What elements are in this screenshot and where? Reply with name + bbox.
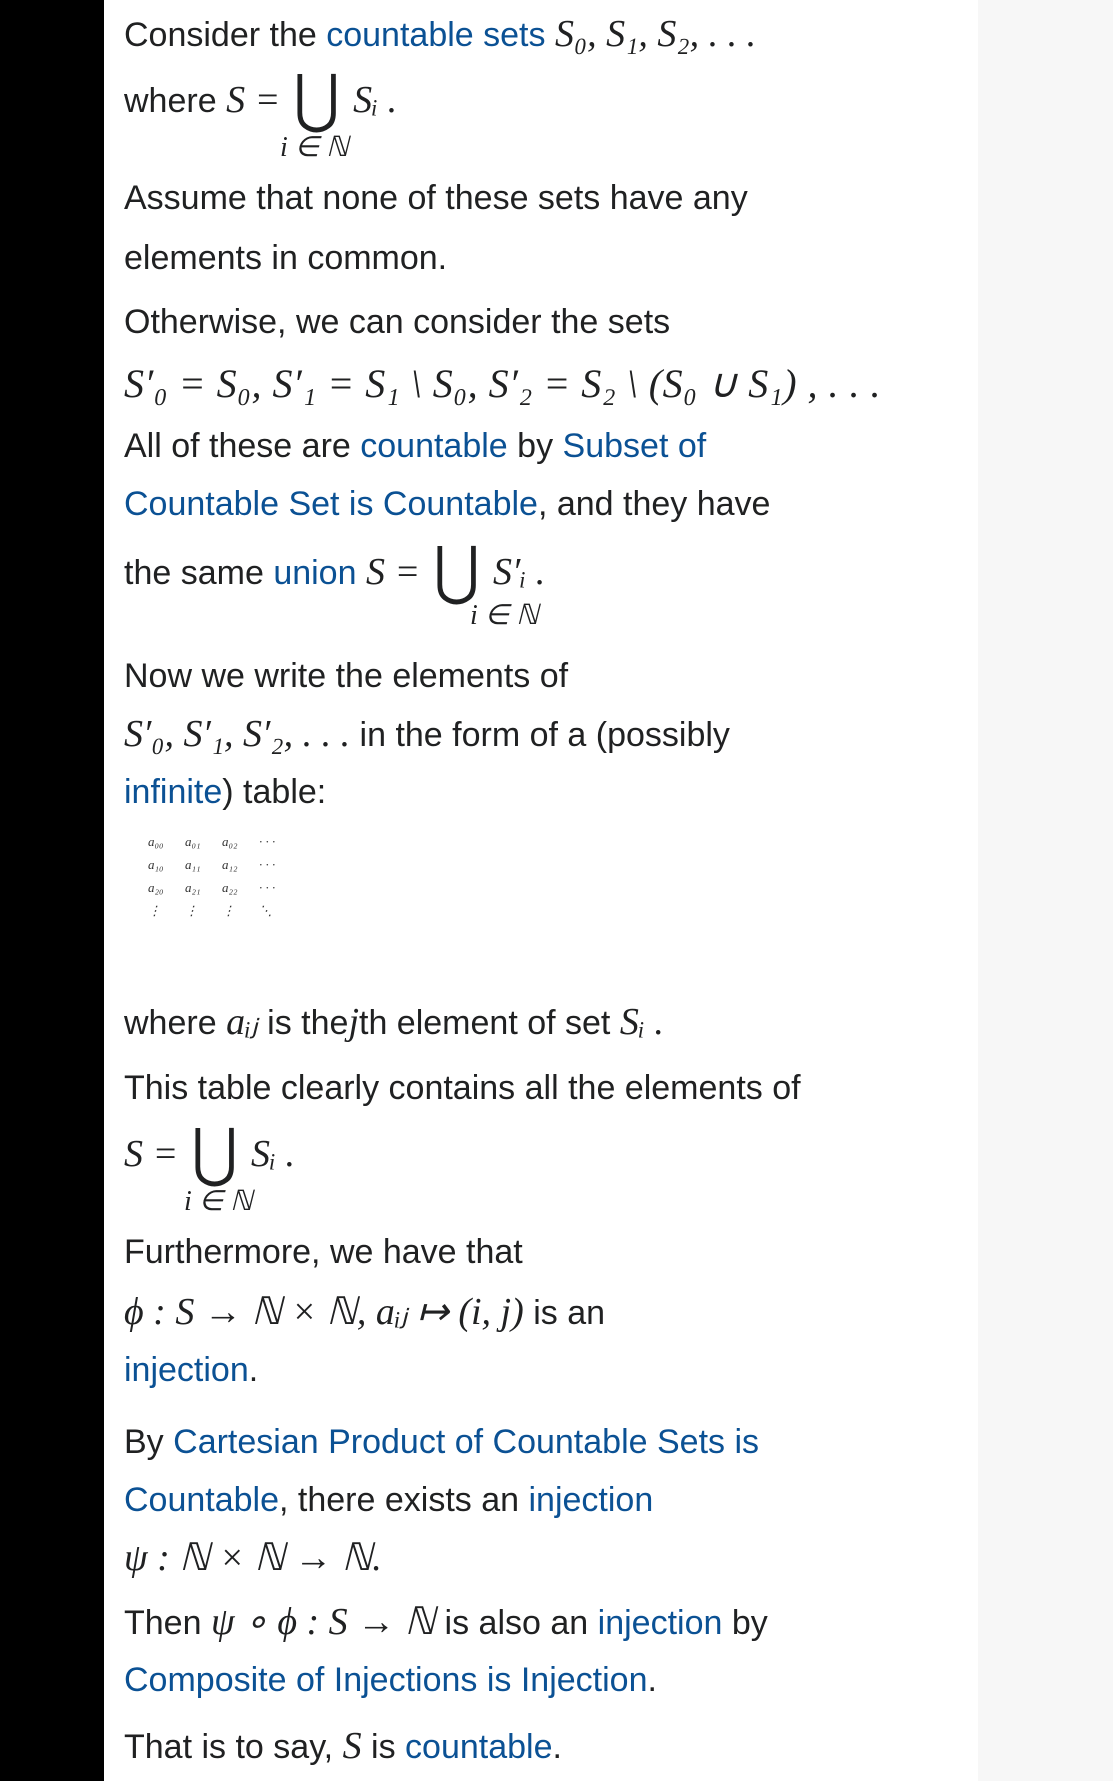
article-page: [104, 0, 1010, 1781]
table-row: a₀₀ a₀₁ a₀₂ · · ·: [148, 834, 276, 849]
link-cartesian-product[interactable]: Cartesian Product of Countable Sets is: [173, 1423, 760, 1461]
big-union-symbol: ⋃: [293, 62, 340, 137]
para-injection: injection.: [124, 1351, 259, 1389]
link-injection[interactable]: injection: [597, 1604, 723, 1642]
math-psi: ψ : ℕ × ℕ → ℕ.: [124, 1537, 382, 1579]
para-where-aij: where aᵢⱼ is thejth element of set Sᵢ .: [124, 1001, 664, 1043]
link-union[interactable]: union: [273, 554, 357, 592]
link-infinite[interactable]: infinite: [124, 773, 223, 811]
table-row: a₁₀ a₁₁ a₁₂ · · ·: [148, 857, 276, 872]
link-countable[interactable]: countable: [405, 1728, 553, 1766]
link-countable-sets[interactable]: countable sets: [326, 16, 546, 54]
para-conclusion: That is to say, S is countable.: [124, 1725, 562, 1767]
math-sets: S₀, S₁, S₂, . . .: [554, 13, 757, 55]
link-subset-of[interactable]: Subset of: [562, 427, 707, 465]
link-injection[interactable]: injection: [124, 1351, 249, 1389]
element-table: [148, 830, 296, 922]
link-cartesian-countable[interactable]: Countable: [124, 1481, 280, 1519]
para-consider: Consider the countable sets S₀, S₁, S₂, . . .: [124, 13, 757, 55]
para-subset-line2: Countable Set is Countable, and they have: [124, 485, 771, 523]
union-index: i ∈ ℕ: [280, 132, 349, 163]
para-assume-1: Assume that none of these sets have any: [124, 179, 748, 217]
para-composite: Composite of Injections is Injection.: [124, 1661, 657, 1699]
big-union-symbol: ⋃: [191, 1116, 238, 1191]
math-disjoint-sets: S′₀ = S₀, S′₁ = S₁ \ S₀, S′₂ = S₂ \ (S₀ ∪ S₁) , . . .: [124, 361, 882, 406]
big-union-symbol: ⋃: [433, 534, 480, 609]
para-assume-2: elements in common.: [124, 239, 448, 277]
link-subset-countable[interactable]: Countable Set is Countable: [124, 485, 538, 523]
para-otherwise: Otherwise, we can consider the sets: [124, 303, 671, 341]
para-furthermore: Furthermore, we have that: [124, 1233, 523, 1271]
link-composite-injections[interactable]: Composite of Injections is Injection: [124, 1661, 648, 1699]
para-form-table: S′₀, S′₁, S′₂, . . . in the form of a (possibly: [124, 713, 730, 755]
table-row: ⋮ ⋮ ⋮ ⋱: [148, 903, 272, 918]
para-all-countable: All of these are countable by Subset of: [124, 427, 707, 465]
para-table-contains: This table clearly contains all the elements of: [124, 1069, 801, 1107]
para-where-union: where S = ⋃ Sᵢ .: [124, 62, 398, 137]
link-injection[interactable]: injection: [528, 1481, 654, 1519]
para-then-psi: Then ψ ∘ ϕ : S → ℕ is also an injection by: [124, 1601, 768, 1643]
para-cartesian-line2: Countable, there exists an injection: [124, 1481, 654, 1519]
para-infinite: infinite) table:: [124, 773, 327, 811]
union-index: i ∈ ℕ: [184, 1186, 253, 1217]
para-same-union: the same union S = ⋃ S′ᵢ .: [124, 534, 546, 609]
page-margin: [978, 0, 1113, 1781]
para-phi: ϕ : S → ℕ × ℕ, aᵢⱼ ↦ (i, j) is an: [124, 1291, 606, 1333]
para-by-cartesian: By Cartesian Product of Countable Sets is: [124, 1423, 760, 1461]
math-union-S: S = ⋃ Sᵢ .: [124, 1116, 296, 1191]
link-countable[interactable]: countable: [360, 427, 508, 465]
para-now-write: Now we write the elements of: [124, 657, 569, 695]
table-row: a₂₀ a₂₁ a₂₂ · · ·: [148, 880, 276, 895]
union-index: i ∈ ℕ: [470, 600, 539, 631]
